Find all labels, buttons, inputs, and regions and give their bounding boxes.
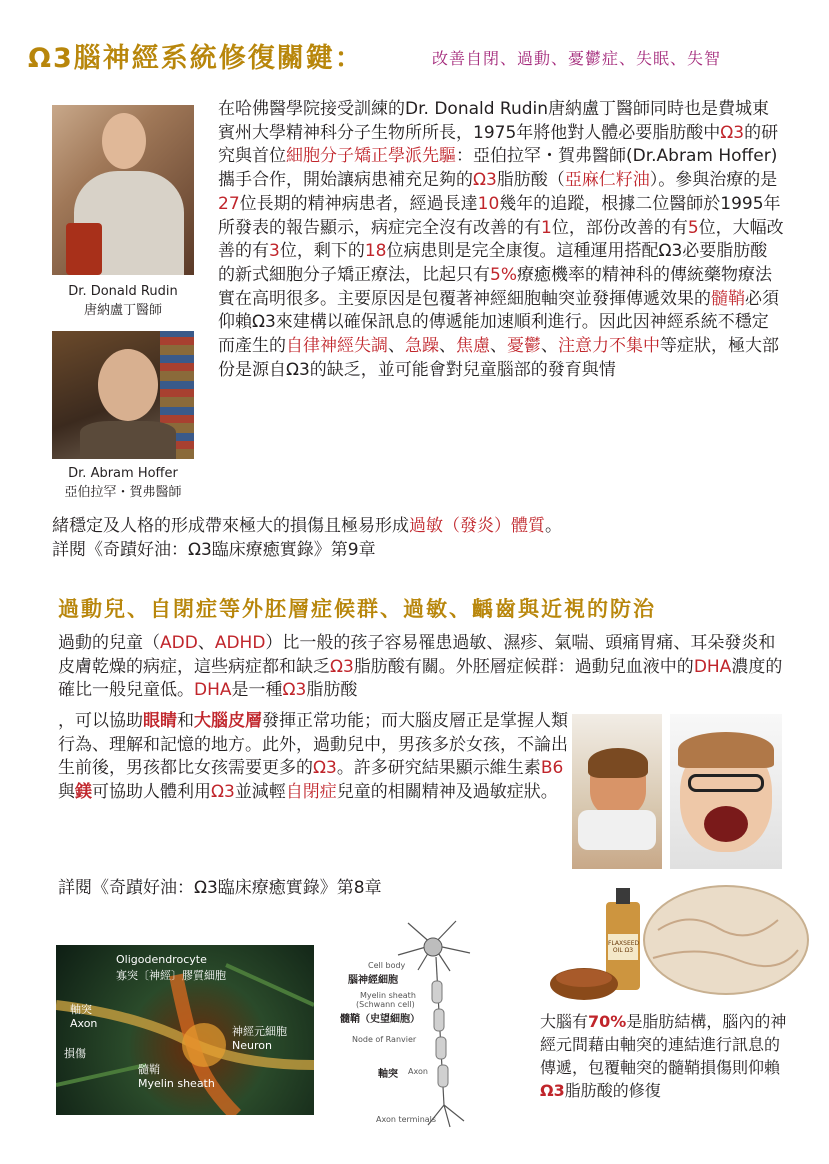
- hoffer-caption-en: Dr. Abram Hoffer: [68, 466, 178, 481]
- cell-body-label-en: Cell body: [368, 961, 406, 970]
- rudin-caption: [40, 282, 206, 320]
- highlight-text: 自閉症: [285, 782, 337, 803]
- highlight-text: 焦慮: [456, 336, 490, 357]
- section2-reference: 詳閱《奇蹟好油：Ω3臨床療癒實錄》第8章: [58, 878, 382, 898]
- page-subtitle: 改善自閉、過動、憂鬱症、失眠、失智: [432, 49, 722, 68]
- highlight-text: 5: [687, 217, 699, 238]
- highlight-text: Ω3: [330, 656, 354, 677]
- neuron-diagram: [338, 915, 524, 1129]
- text-segment: 兒童的相關精神及過敏症狀。: [336, 782, 558, 803]
- text-segment: 必須仰賴Ω3來建構以確保訊息的傳遞能加速順利進行。因此因神經系統不穩定而產生的: [218, 288, 779, 357]
- oil-jar: [66, 223, 102, 275]
- text-segment: 過動的兒童（: [58, 633, 160, 653]
- highlight-text: 眼睛: [143, 711, 177, 731]
- text-segment: 脂肪酸的修復: [564, 1081, 661, 1100]
- neuron-label-en: Neuron: [232, 1039, 272, 1052]
- text-segment: 緒穩定及人格的形成帶來極大的損傷且極易形成: [52, 516, 409, 536]
- text-segment: 。: [545, 516, 562, 536]
- neuron-label-zh: 神經元細胞: [232, 1025, 287, 1038]
- cell-body-label-zh: 腦神經細胞: [348, 975, 398, 986]
- highlight-text: 鎂: [75, 782, 92, 803]
- axon-label-zh: 軸突: [70, 1003, 92, 1016]
- highlight-text: 髓鞘: [711, 288, 745, 309]
- text-segment: 濃度的確比一般兒童低。: [58, 656, 783, 701]
- child-screaming-photo: [670, 714, 782, 869]
- myelin-label-en: Myelin sheath: [360, 991, 416, 1000]
- hoffer-caption-zh: 亞伯拉罕・賀弗醫師: [64, 485, 182, 500]
- highlight-text: 70%: [588, 1012, 627, 1031]
- text-segment: 療癒機率的精神科的傳統藥物療法實在高明很多。主要原因是包覆著神經細胞軸突並發揮傳遞效果的: [218, 264, 772, 309]
- section2-paragraph: [58, 632, 784, 703]
- node-label: Node of Ranvier: [352, 1035, 417, 1044]
- text-segment: ）。參與治療的是: [649, 170, 778, 191]
- highlight-text: 3: [269, 241, 280, 262]
- damage-label: 損傷: [64, 1047, 86, 1060]
- highlight-text: 18: [364, 241, 387, 262]
- text-segment: 位，大幅改善的有: [218, 217, 784, 262]
- highlight-text: 亞麻仁籽油: [564, 170, 650, 191]
- rudin-photo: [52, 105, 194, 275]
- child-headache-photo: [572, 714, 662, 869]
- highlight-text: ADHD: [214, 633, 266, 653]
- text-segment: 脂肪酸: [306, 680, 358, 701]
- highlight-text: 10: [477, 193, 500, 214]
- section2-paragraph-cont: [58, 710, 578, 805]
- text-segment: 與: [58, 782, 75, 803]
- text-segment: 大腦有: [540, 1012, 589, 1031]
- text-segment: 位，剩下的: [279, 241, 365, 262]
- text-segment: 和: [177, 711, 194, 731]
- photo-mouth: [704, 806, 748, 842]
- highlight-text: ADD: [160, 633, 198, 653]
- neuron-illustration: [56, 945, 314, 1115]
- photo-arms: [578, 810, 656, 850]
- section1-paragraph: [218, 98, 784, 382]
- highlight-text: Ω3: [313, 758, 337, 779]
- hoffer-caption: [40, 464, 206, 502]
- photo-face: [98, 349, 158, 421]
- highlight-text: 27: [218, 193, 240, 214]
- hoffer-photo: [52, 331, 194, 459]
- text-segment: 位，部份改善的有: [551, 217, 688, 238]
- myelin-label-zh: 髓鞘: [138, 1063, 160, 1076]
- highlight-text: B6: [540, 758, 564, 779]
- text-segment: 、: [541, 336, 558, 357]
- section1-paragraph-cont: [52, 515, 784, 539]
- highlight-text: Ω3: [282, 680, 307, 701]
- text-segment: 發揮正常功能；而大腦皮層正是掌握人類行為、理解和記憶的地方。此外，過動兒中，男孩多於女孩，不論出生前後，男孩都比女孩需要更多的: [58, 711, 568, 779]
- oligo-label-zh: 寡突〔神經〕膠質細胞: [116, 969, 226, 982]
- text-segment: 位病患則是完全康復。這種運用搭配Ω3必要脂肪酸的新式細胞分子矯正療法，比起只有: [218, 241, 768, 285]
- rudin-caption-en: Dr. Donald Rudin: [68, 284, 178, 299]
- text-segment: 是一種: [231, 680, 283, 701]
- bottle-label: FLAXSEED OIL Ω3: [608, 940, 640, 954]
- highlight-text: 過敏（發炎）體質: [409, 516, 545, 536]
- text-segment: 、: [197, 633, 215, 653]
- text-segment: 幾年的追蹤，根據二位醫師於1995年所發表的報告顯示，病症完全沒有改善的有: [218, 193, 781, 238]
- highlight-text: 1: [541, 217, 552, 238]
- rudin-caption-zh: 唐納盧丁醫師: [83, 303, 162, 318]
- photo-figure: [80, 421, 176, 459]
- page-title: Ω3腦神經系統修復關鍵：: [28, 43, 364, 74]
- highlight-text: 憂鬱: [507, 336, 541, 357]
- glasses-icon: [688, 774, 764, 792]
- text-segment: 並減輕: [234, 782, 286, 803]
- text-segment: ：亞伯拉罕・賀弗醫師(Dr.Abram Hoffer)攜手合作，開始讓病患補充足夠的: [218, 146, 778, 191]
- page-header: [28, 36, 808, 76]
- text-segment: 的研究與首位: [218, 122, 779, 167]
- axon-label-zh: 軸突: [378, 1069, 398, 1080]
- text-segment: 等症狀，極大部份是源自Ω3的缺乏，並可能會對兒童腦部的發育與情: [218, 336, 779, 380]
- myelin-label-zh: 髓鞘（史望細胞）: [340, 1014, 420, 1025]
- terminals-label: Axon terminals: [376, 1115, 437, 1124]
- axon-label-en: Axon: [408, 1067, 428, 1076]
- brain-shapes: [548, 880, 810, 1004]
- oligo-label-en: Oligodendrocyte: [116, 953, 207, 966]
- myelin-label-en: Myelin sheath: [138, 1077, 215, 1090]
- text-segment: 脂肪酸有關。外胚層症候群：過動兒血液中的: [353, 656, 694, 677]
- text-segment: 。許多研究結果顯示維生素: [336, 758, 541, 779]
- text-segment: 可協助人體利用: [92, 782, 211, 803]
- text-segment: 在哈佛醫學院接受訓練的Dr. Donald Rudin唐納盧丁醫師同時也是費城東賓州大學精神科分子生物所所長，1975年將他對人體必要脂肪酸中: [218, 99, 770, 143]
- text-segment: 、: [388, 336, 405, 357]
- photo-hair: [678, 732, 774, 768]
- text-segment: 位長期的精神病患者，經過長達: [239, 193, 478, 214]
- highlight-text: 急躁: [405, 336, 439, 357]
- highlight-text: Ω3: [473, 170, 497, 191]
- brain-flaxseed-image: [548, 880, 810, 1004]
- schwann-label-en: (Schwann cell): [356, 1000, 415, 1009]
- highlight-text: Ω3: [720, 122, 745, 143]
- highlight-text: DHA: [194, 680, 232, 701]
- section2-heading: 過動兒、自閉症等外胚層症候群、過敏、齲齒與近視的防治: [58, 597, 656, 621]
- highlight-text: 細胞分子矯正學派先驅: [286, 146, 456, 167]
- text-segment: 、: [439, 336, 456, 357]
- photo-face: [102, 113, 146, 169]
- highlight-text: 大腦皮層: [194, 711, 262, 731]
- highlight-text: 注意力不集中: [558, 336, 660, 357]
- highlight-text: DHA: [693, 656, 732, 677]
- brain-caption: [540, 1010, 790, 1102]
- section1-reference: 詳閱《奇蹟好油：Ω3臨床療癒實錄》第9章: [52, 540, 376, 560]
- highlight-text: Ω3: [211, 782, 235, 803]
- highlight-text: Ω3: [540, 1081, 565, 1100]
- text-segment: ，可以協助: [58, 711, 143, 731]
- highlight-text: 5%: [490, 264, 517, 285]
- axon-label-en: Axon: [70, 1017, 98, 1030]
- text-segment: 、: [490, 336, 507, 357]
- text-segment: ）比一般的孩子容易罹患過敏、濕疹、氣喘、頭痛胃痛、耳朵發炎和皮膚乾燥的病症，這些病症都和缺乏: [58, 633, 776, 677]
- text-segment: 是脂肪結構，腦內的神經元間藉由軸突的連結進行訊息的傳遞，包覆軸突的髓鞘損傷則仰賴: [540, 1012, 787, 1077]
- photo-hair: [588, 748, 648, 778]
- text-segment: 脂肪酸（: [496, 170, 565, 191]
- highlight-text: 自律神經失調: [286, 336, 388, 357]
